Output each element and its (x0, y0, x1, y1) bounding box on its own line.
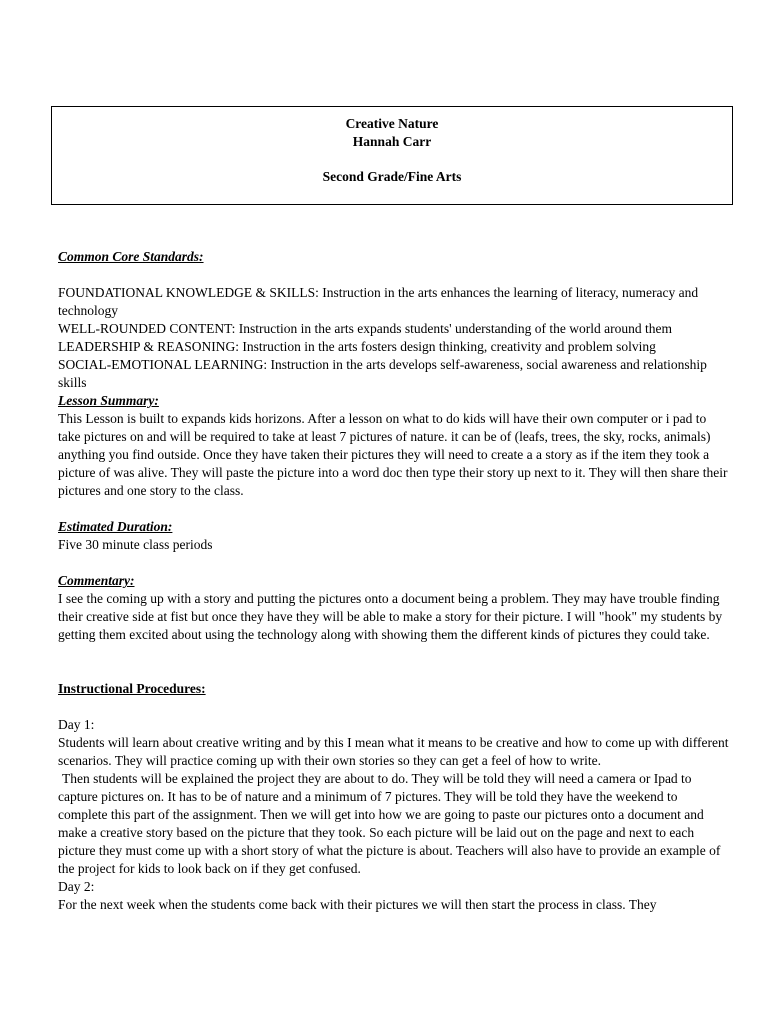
procedures-heading: Instructional Procedures: (58, 681, 206, 696)
standards-heading: Common Core Standards: (58, 249, 204, 264)
commentary-text: I see the coming up with a story and putting the pictures onto a document being a problem. They may have trouble finding their creative side at fist but once they have they will be able to make a story for their picture. I will "hook" my students by getting them excited about using the technology along with showing them the different kinds of pictures they could take. (58, 591, 723, 642)
standard-item: SOCIAL-EMOTIONAL LEARNING: Instruction in the arts develops self-awareness, social awareness and relationship skills (58, 357, 707, 390)
day2-label: Day 2: (58, 879, 95, 894)
standard-item: WELL-ROUNDED CONTENT: Instruction in the arts expands students' understanding of the world around them (58, 321, 673, 336)
standard-item: LEADERSHIP & REASONING: Instruction in the arts fosters design thinking, creativity and problem solving (58, 339, 656, 354)
title-box (51, 106, 733, 205)
day1-paragraph: Students will learn about creative writing and by this I mean what it means to be creative and how to come up with different scenarios. They will practice coming up with their own stories so they can get a feel of how to write. (58, 735, 729, 768)
standard-item: FOUNDATIONAL KNOWLEDGE & SKILLS: Instruction in the arts enhances the learning of literacy, numeracy and technology (58, 285, 699, 318)
summary-heading: Lesson Summary: (58, 393, 159, 408)
lesson-title: Creative Nature (345, 116, 439, 131)
day2-paragraph: For the next week when the students come back with their pictures we will then start the process in class. They (58, 897, 657, 912)
day1-label: Day 1: (58, 717, 95, 732)
day1-paragraph: Then students will be explained the project they are about to do. They will be told they will need a camera or Ipad to capture pictures on. It has to be of nature and a minimum of 7 pictures. They will be told they have the weekend to complete this part of the assignment. Then we will get into how we are going to paste our pictures onto a document and make a creative story based on the picture that they took. So each picture will be laid out on the page and next to each picture they must come up with a short story of what the picture is about. Teachers will also have to provide an example of the project for kids to look back on if they get confused. (58, 771, 721, 876)
document-body (58, 248, 730, 914)
author-name: Hannah Carr (352, 134, 432, 149)
commentary-heading: Commentary: (58, 573, 135, 588)
duration-text: Five 30 minute class periods (58, 537, 213, 552)
grade-subject: Second Grade/Fine Arts (322, 169, 462, 184)
summary-text: This Lesson is built to expands kids horizons. After a lesson on what to do kids will have their own computer or i pad to take pictures on and will be required to take at least 7 pictures of nature. it can be of (leafs, trees, the sky, rocks, animals) anything you find outside. Once they have taken their pictures they will need to create a a story as if the item they took a picture of was alive. They will paste the picture into a word doc then type their story up next to it. They will then share their pictures and one story to the class. (58, 411, 728, 498)
duration-heading: Estimated Duration: (58, 519, 173, 534)
